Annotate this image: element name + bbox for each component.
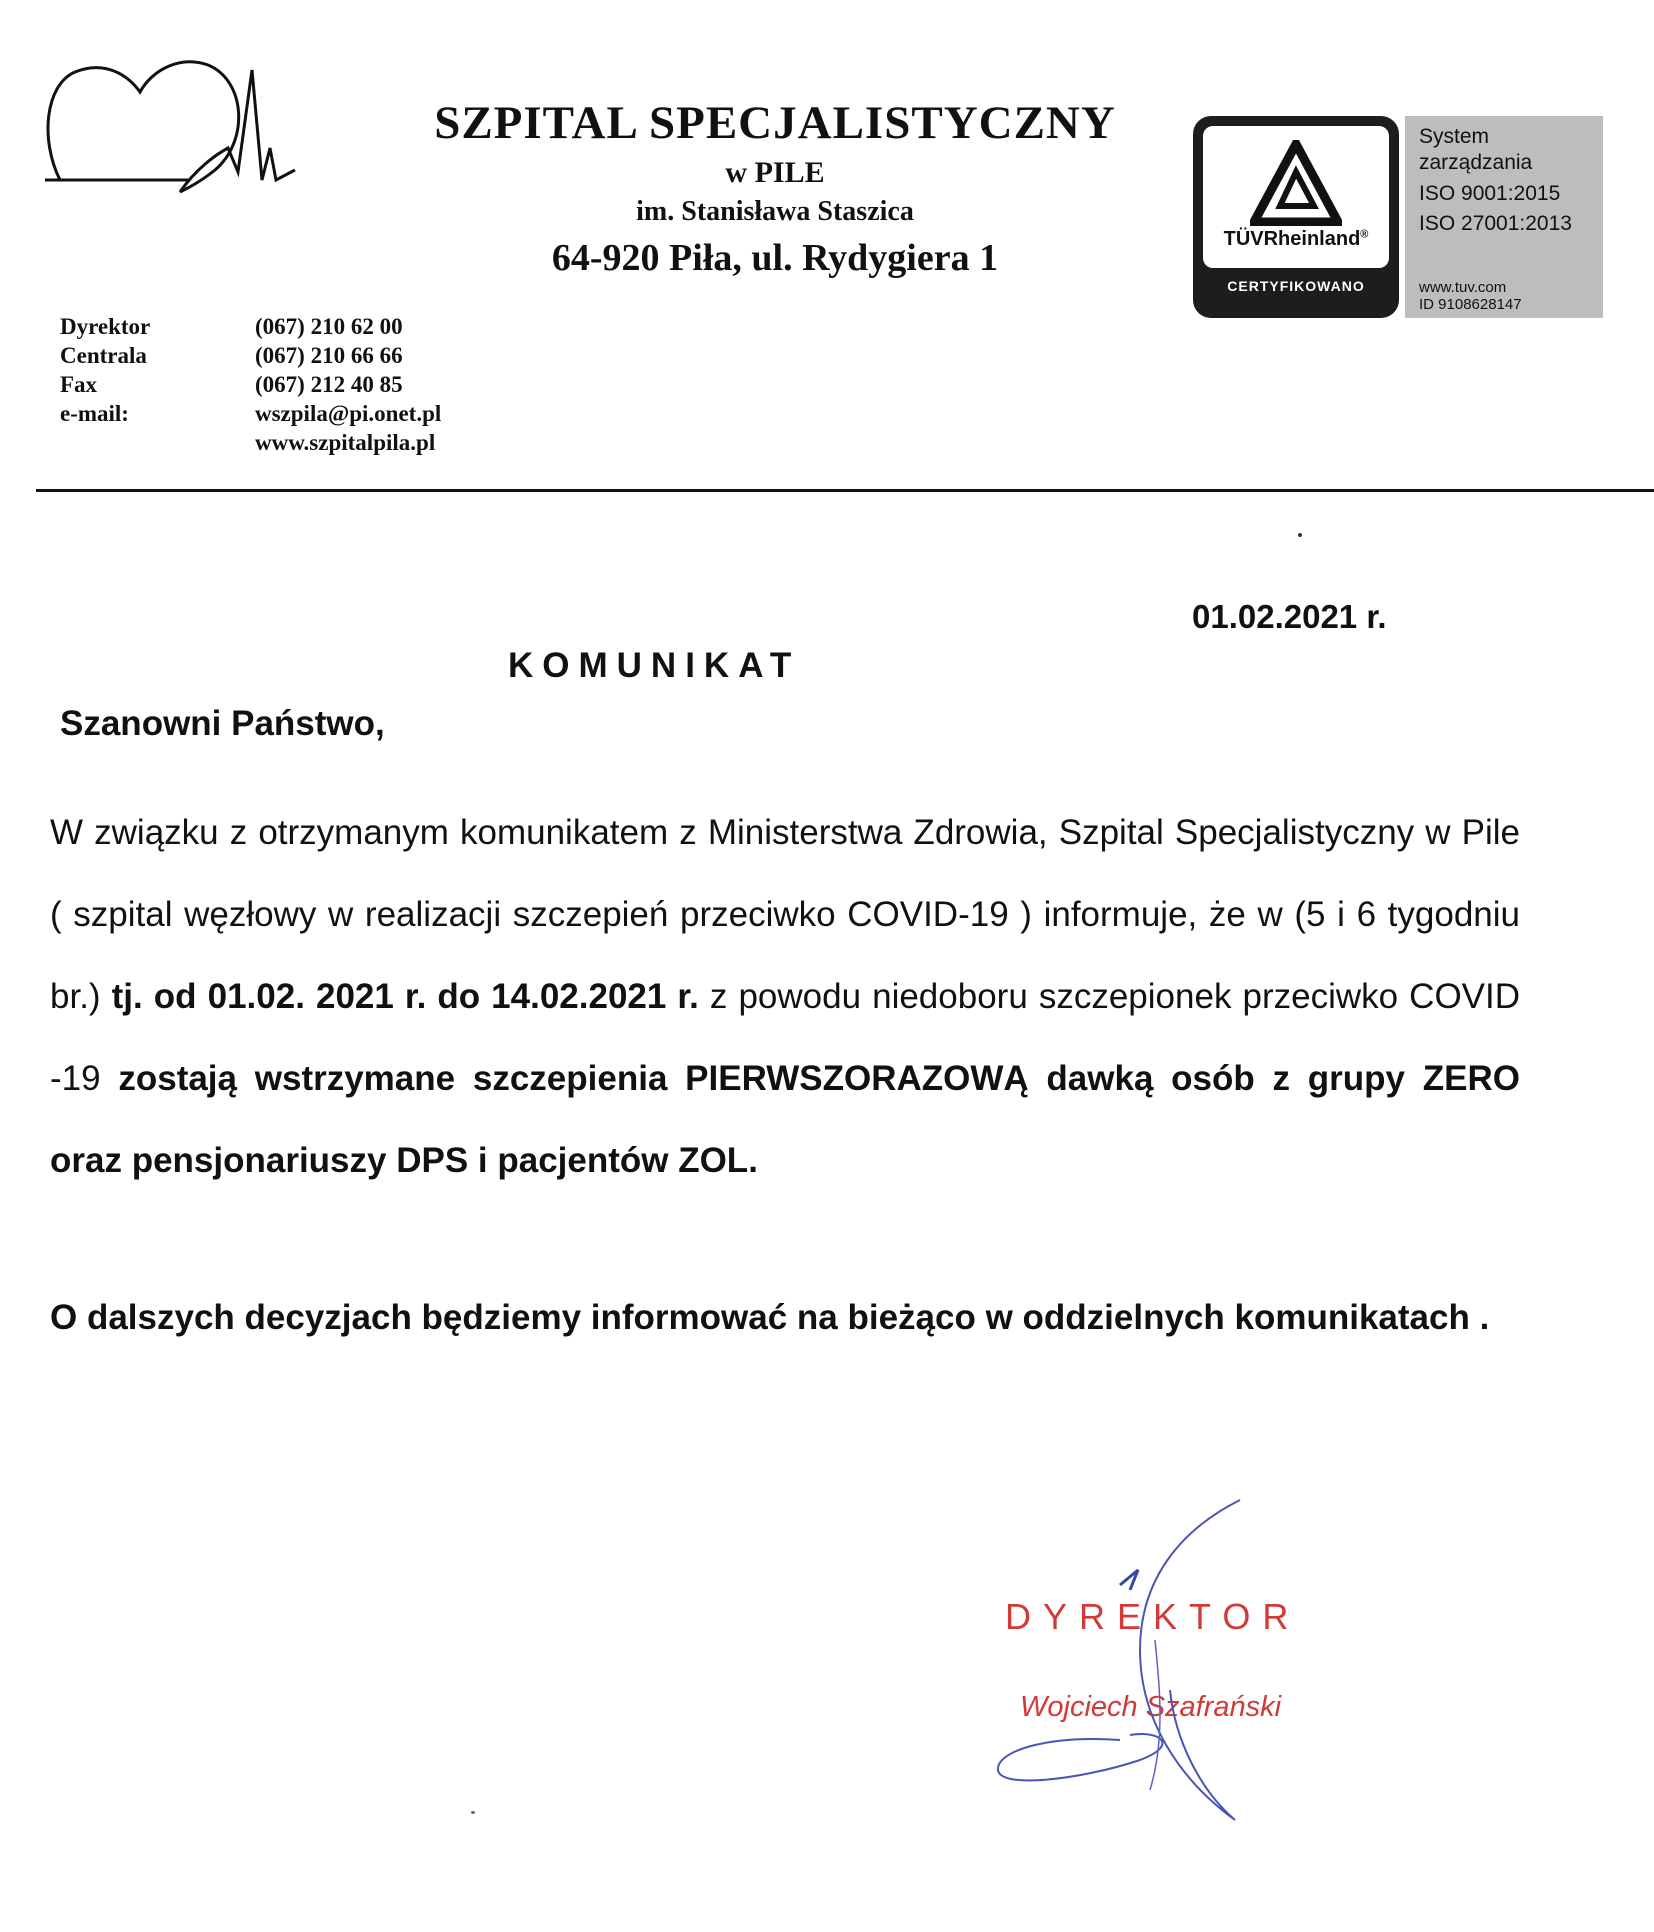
- stamp-name: Wojciech Szafrański: [1020, 1691, 1282, 1723]
- hospital-name: SZPITAL SPECJALISTYCZNY: [434, 97, 1116, 149]
- scan-speck: [1298, 533, 1302, 537]
- contact-label: Dyrektor: [60, 314, 151, 339]
- contact-label: e-mail:: [60, 401, 129, 426]
- management-system-label: [1419, 124, 1532, 176]
- hospital-heart-logo: [40, 30, 320, 200]
- contact-value: wszpila@pi.onet.pl: [255, 401, 442, 426]
- document-date: 01.02.2021 r.: [1192, 598, 1387, 635]
- contact-label: Fax: [60, 372, 98, 397]
- handwritten-signature: [990, 1490, 1320, 1840]
- contact-label: Centrala: [60, 343, 147, 368]
- hospital-city: w PILE: [725, 156, 825, 189]
- iso-panel: [1405, 116, 1603, 318]
- contact-value: (067) 210 66 66: [255, 343, 403, 368]
- body-part-4: zostają wstrzymane szczepienia PIERWSZORAZOWĄ dawką osób z grupy ZERO oraz pensjonariuszy DPS i pacjentów ZOL.: [50, 1059, 1520, 1180]
- tuv-triangle-icon: [1250, 140, 1342, 226]
- tuv-url: www.tuv.com: [1419, 279, 1507, 296]
- body-part-1: W związku z otrzymanym komunikatem z Ministerstwa Zdrowia, Szpital Specjalistyczny w Pile ( szpital węzłowy w realizacji szczepień przeciwko COVID-19 ) informuje, że w (5 i 6 tygodniu br.): [50, 813, 1520, 1016]
- contact-row: [60, 370, 441, 399]
- tuv-logo-inner: [1203, 126, 1389, 268]
- contact-value: (067) 212 40 85: [255, 372, 403, 397]
- body-text: [50, 792, 1520, 1202]
- tuv-logo-box: [1193, 116, 1399, 318]
- iso-27001-label: ISO 27001:2013: [1419, 212, 1572, 235]
- hospital-header: [360, 95, 1190, 283]
- registered-mark: ®: [1360, 228, 1369, 241]
- scan-speck: [471, 1811, 475, 1814]
- body-part-3: z powodu niedoboru szczepionek przeciwko COVID -19: [50, 977, 1521, 1098]
- header-divider: [36, 489, 1654, 492]
- greeting: Szanowni Państwo,: [60, 704, 385, 743]
- tuv-id: ID 9108628147: [1419, 296, 1522, 313]
- document-title: KOMUNIKAT: [508, 646, 801, 685]
- hospital-address: 64-920 Piła, ul. Rydygiera 1: [551, 237, 999, 279]
- contact-row: [60, 428, 441, 457]
- iso-9001-label: ISO 9001:2015: [1419, 182, 1561, 205]
- tuv-brand: [1203, 228, 1389, 251]
- certified-label: CERTYFIKOWANO: [1227, 278, 1365, 294]
- contact-value: (067) 210 62 00: [255, 314, 403, 339]
- hospital-patron: im. Stanisława Staszica: [636, 196, 914, 227]
- contact-row: [60, 341, 441, 370]
- body-paragraph: [50, 792, 1520, 1202]
- stamp-title: DYREKTOR: [1005, 1596, 1301, 1637]
- contact-list: [60, 312, 441, 457]
- tuv-brand-text: TÜVRheinland: [1223, 228, 1361, 250]
- contact-label: [60, 428, 255, 457]
- system-line-2: zarządzania: [1419, 151, 1533, 174]
- system-line-1: System: [1419, 125, 1490, 148]
- contact-row: [60, 399, 441, 428]
- closing-paragraph: O dalszych decyzjach będziemy informować na bieżąco w oddzielnych komunikatach .: [50, 1298, 1490, 1337]
- body-part-2: tj. od 01.02. 2021 r. do 14.02.2021 r.: [111, 977, 699, 1016]
- contact-value: www.szpitalpila.pl: [255, 430, 436, 455]
- contact-row: [60, 312, 441, 341]
- certification-badge: [1193, 112, 1608, 322]
